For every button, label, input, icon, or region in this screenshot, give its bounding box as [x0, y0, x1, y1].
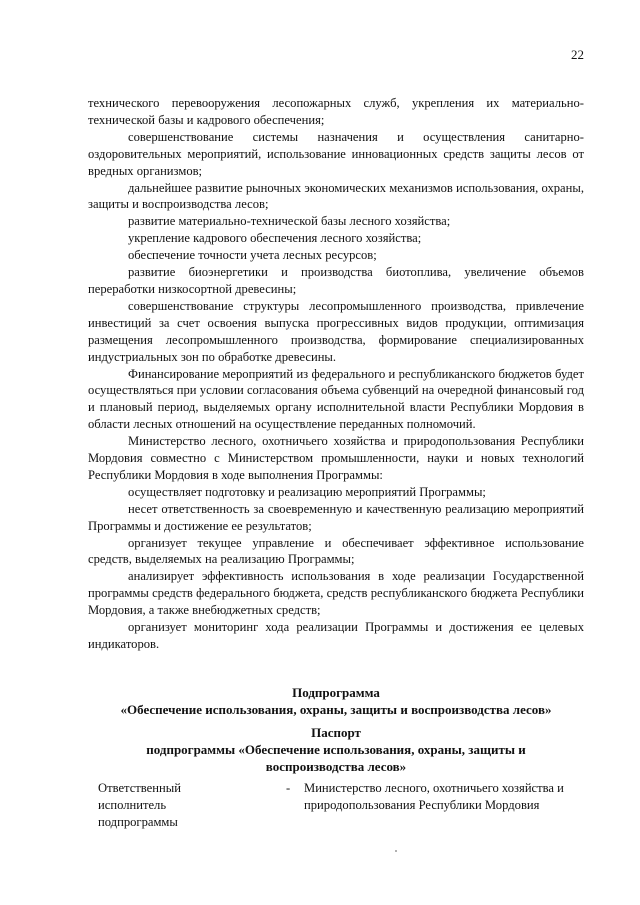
paragraph: совершенствование системы назначения и осуществления санитарно-оздоровительных мероприятий, использование инновационных средств защиты лесов от вредных организмов; — [88, 129, 584, 178]
subprogram-heading: Подпрограмма — [292, 685, 380, 700]
paragraph: развитие биоэнергетики и производства биотоплива, увеличение объемов переработки низкосортной древесины; — [88, 265, 584, 296]
paragraph: Министерство лесного, охотничьего хозяйства и природопользования Республики Мордовия совместно с Министерством промышленности, науки и новых технологий Республики Мордовия в ходе выполнения Программы: — [88, 434, 584, 482]
paragraph: обеспечение точности учета лесных ресурсов; — [128, 248, 377, 263]
paragraph: развитие материально-технической базы лесного хозяйства; — [128, 214, 451, 229]
paragraph: укрепление кадрового обеспечения лесного хозяйства; — [128, 231, 422, 246]
passport-row-value: Министерство лесного, охотничьего хозяйства и природопользования Республики Мордовия — [304, 781, 564, 812]
scan-speck — [395, 850, 397, 852]
paragraph: дальнейшее развитие рыночных экономических механизмов использования, охраны, защиты и воспроизводства лесов; — [88, 180, 584, 212]
subprogram-title: «Обеспечение использования, охраны, защиты и воспроизводства лесов» — [120, 702, 552, 717]
passport-title-line-2: воспроизводства лесов» — [265, 759, 407, 774]
body-text — [88, 95, 584, 653]
passport-row-label: Ответственный исполнитель подпрограммы — [98, 781, 181, 829]
paragraph: технического перевооружения лесопожарных служб, укрепления их материально-технической базы и кадрового обеспечения; — [88, 96, 584, 127]
paragraph: несет ответственность за своевременную и качественную реализацию мероприятий Программы и достижение ее результатов; — [88, 501, 584, 533]
paragraph: совершенствование структуры лесопромышленного производства, привлечение инвестиций за счет освоения выпуска прогрессивных видов продукции, оптимизация размещения лесопромышленного производства, формирование специализированных индустриальных зон по обработке древесины. — [88, 298, 584, 364]
passport-heading: Паспорт — [311, 725, 361, 740]
passport-row-dash: - — [286, 781, 291, 795]
passport-title-line-1: подпрограммы «Обеспечение использования, охраны, защиты и — [146, 742, 526, 757]
paragraph: Финансирование мероприятий из федерального и республиканского бюджетов будет осуществляться при условии согласования объема субвенций на очередной финансовый год и плановый период, выделяемых органу исполнительной власти Республики Мордовия в области лесных отношений на осуществление переданных полномочий. — [88, 366, 584, 432]
subprogram-heading-block — [88, 684, 584, 718]
paragraph: осуществляет подготовку и реализацию мероприятий Программы; — [128, 484, 486, 499]
page-number: 22 — [571, 47, 584, 62]
paragraph: организует мониторинг хода реализации Программы и достижения ее целевых индикаторов. — [88, 620, 584, 651]
paragraph: анализирует эффективность использования в ходе реализации Государственной программы средств федерального бюджета, средств республиканского бюджета Республики Мордовия, а также внебюджетных средств; — [88, 569, 584, 618]
passport-heading-block — [88, 724, 584, 775]
paragraph: организует текущее управление и обеспечивает эффективное использование средств, выделяемых на реализацию Программы; — [88, 535, 584, 567]
